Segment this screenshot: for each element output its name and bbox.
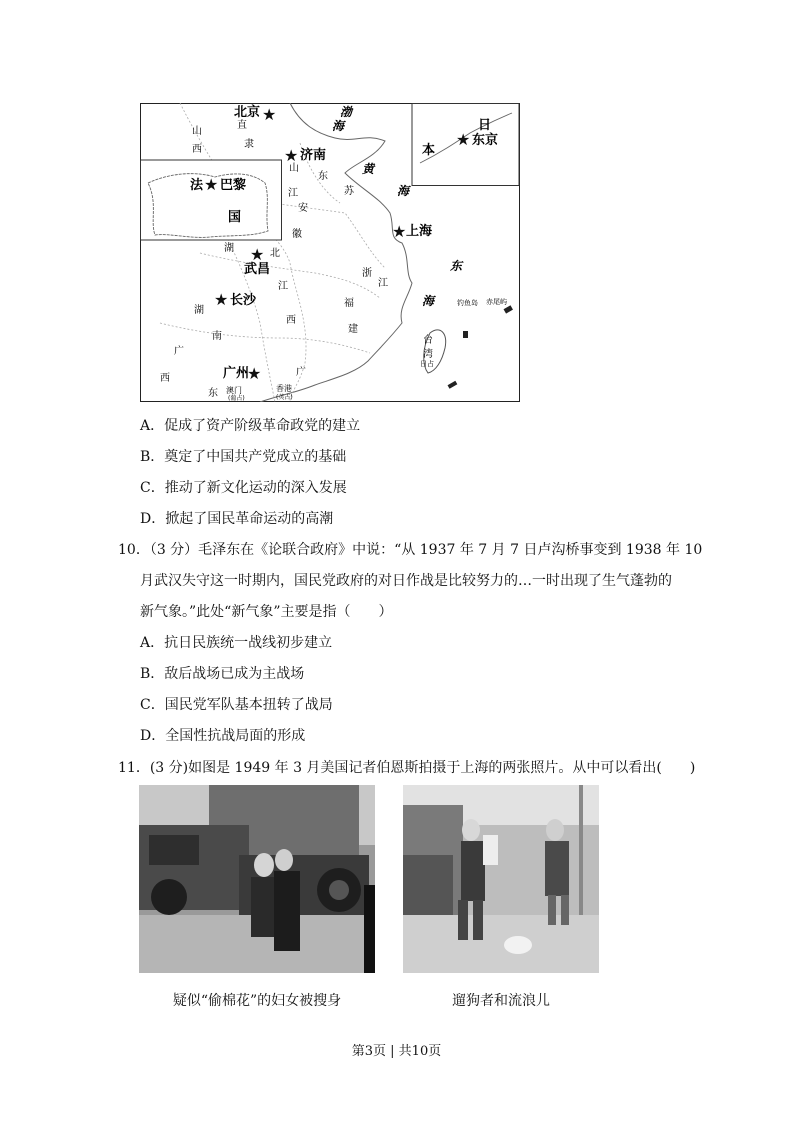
svg-text:台: 台: [423, 335, 433, 346]
svg-text:香港: 香港: [276, 384, 292, 393]
label-wuchang: 武昌: [244, 262, 271, 277]
svg-text:东: 东: [208, 388, 218, 399]
svg-text:★: ★: [204, 175, 219, 194]
svg-text:南: 南: [212, 331, 222, 342]
svg-text:★: ★: [250, 245, 265, 264]
svg-text:江: 江: [378, 278, 388, 289]
svg-text:湖: 湖: [194, 305, 204, 316]
svg-text:山: 山: [289, 163, 299, 174]
svg-text:广: 广: [174, 346, 184, 357]
svg-text:渤: 渤: [340, 105, 353, 119]
label-beijing: 北京: [234, 105, 261, 120]
svg-text:西: 西: [160, 373, 170, 384]
q9-option-c: C．推动了新文化运动的深入发展: [140, 480, 347, 496]
svg-text:海: 海: [422, 294, 435, 308]
svg-text:★: ★: [262, 105, 277, 124]
q9-option-b: B．奠定了中国共产党成立的基础: [140, 449, 347, 465]
svg-text:赤尾屿: 赤尾屿: [486, 298, 507, 306]
svg-text:★: ★: [284, 146, 299, 165]
caption-right: 遛狗者和流浪儿: [452, 993, 550, 1009]
svg-text:★: ★: [214, 290, 229, 309]
label-jinan: 济南: [300, 148, 327, 163]
caption-left: 疑似“偷棉花”的妇女被搜身: [172, 993, 342, 1009]
label-paris: 巴黎: [220, 178, 247, 193]
svg-text:建: 建: [348, 324, 358, 335]
q9-option-d: D．掀起了国民革命运动的高潮: [140, 511, 334, 527]
svg-text:★: ★: [247, 364, 262, 383]
svg-text:江: 江: [288, 188, 298, 199]
svg-text:北: 北: [270, 248, 280, 259]
svg-text:日占: 日占: [420, 360, 434, 368]
label-guangzhou: 广州: [223, 366, 250, 381]
q10-option-c: C．国民党军队基本扭转了战局: [140, 697, 333, 713]
svg-text:江: 江: [278, 281, 288, 292]
svg-text:澳门: 澳门: [226, 386, 242, 395]
q10-stem-line3: 新气象。”此处“新气象”主要是指（ ）: [140, 604, 393, 620]
label-ben: 本: [422, 143, 436, 158]
svg-text:浙: 浙: [362, 268, 372, 279]
svg-text:福: 福: [344, 298, 354, 309]
svg-text:湖: 湖: [224, 243, 234, 254]
photo-left: [139, 785, 375, 973]
svg-text:徽: 徽: [292, 229, 302, 240]
page-footer: 第3页 | 共10页: [351, 1044, 442, 1059]
q10-stem-line2: 月武汉失守这一时期内，国民党政府的对日作战是比较努力的…一时出现了生气蓬勃的: [140, 573, 672, 589]
svg-text:广: 广: [296, 367, 306, 378]
label-tokyo: 东京: [472, 133, 499, 148]
label-ri: 日: [478, 118, 492, 133]
q11-stem: 11．(3 分)如图是 1949 年 3 月美国记者伯恩斯拍摄于上海的两张照片。从中可以看出( ): [118, 760, 696, 776]
svg-text:(葡占): (葡占): [228, 395, 245, 402]
q10-option-d: D．全国性抗战局面的形成: [140, 728, 306, 744]
svg-text:东: 东: [450, 259, 463, 273]
svg-text:西: 西: [192, 144, 202, 155]
q10-stem-line1: 10．（3 分）毛泽东在《论联合政府》中说：“从 1937 年 7 月 7 日卢沟桥事变到 1938 年 10: [118, 542, 703, 558]
svg-text:钓鱼岛: 钓鱼岛: [457, 299, 478, 307]
svg-text:隶: 隶: [244, 139, 254, 150]
france-inset: [141, 160, 282, 240]
label-fa: 法: [190, 178, 204, 193]
q10-option-a: A．抗日民族统一战线初步建立: [140, 635, 333, 651]
svg-text:苏: 苏: [344, 186, 354, 197]
label-shanghai: 上海: [406, 224, 433, 239]
label-changsha: 长沙: [230, 293, 257, 308]
svg-text:直: 直: [237, 120, 247, 131]
svg-text:湾: 湾: [423, 349, 433, 360]
photo-right: [403, 785, 599, 973]
label-guo: 国: [228, 210, 242, 225]
q10-option-b: B．敌后战场已成为主战场: [140, 666, 305, 682]
svg-text:海: 海: [332, 119, 345, 133]
svg-text:(英占): (英占): [276, 394, 293, 401]
q9-option-a: A．促成了资产阶级革命政党的建立: [140, 418, 361, 434]
svg-text:★: ★: [456, 130, 471, 149]
svg-text:安: 安: [298, 203, 308, 214]
svg-text:★: ★: [392, 222, 407, 241]
svg-text:海: 海: [397, 184, 410, 198]
svg-text:山: 山: [192, 126, 202, 137]
svg-text:东: 东: [318, 171, 328, 182]
historical-map: [140, 103, 520, 402]
svg-text:黄: 黄: [362, 162, 375, 176]
svg-text:西: 西: [286, 315, 296, 326]
